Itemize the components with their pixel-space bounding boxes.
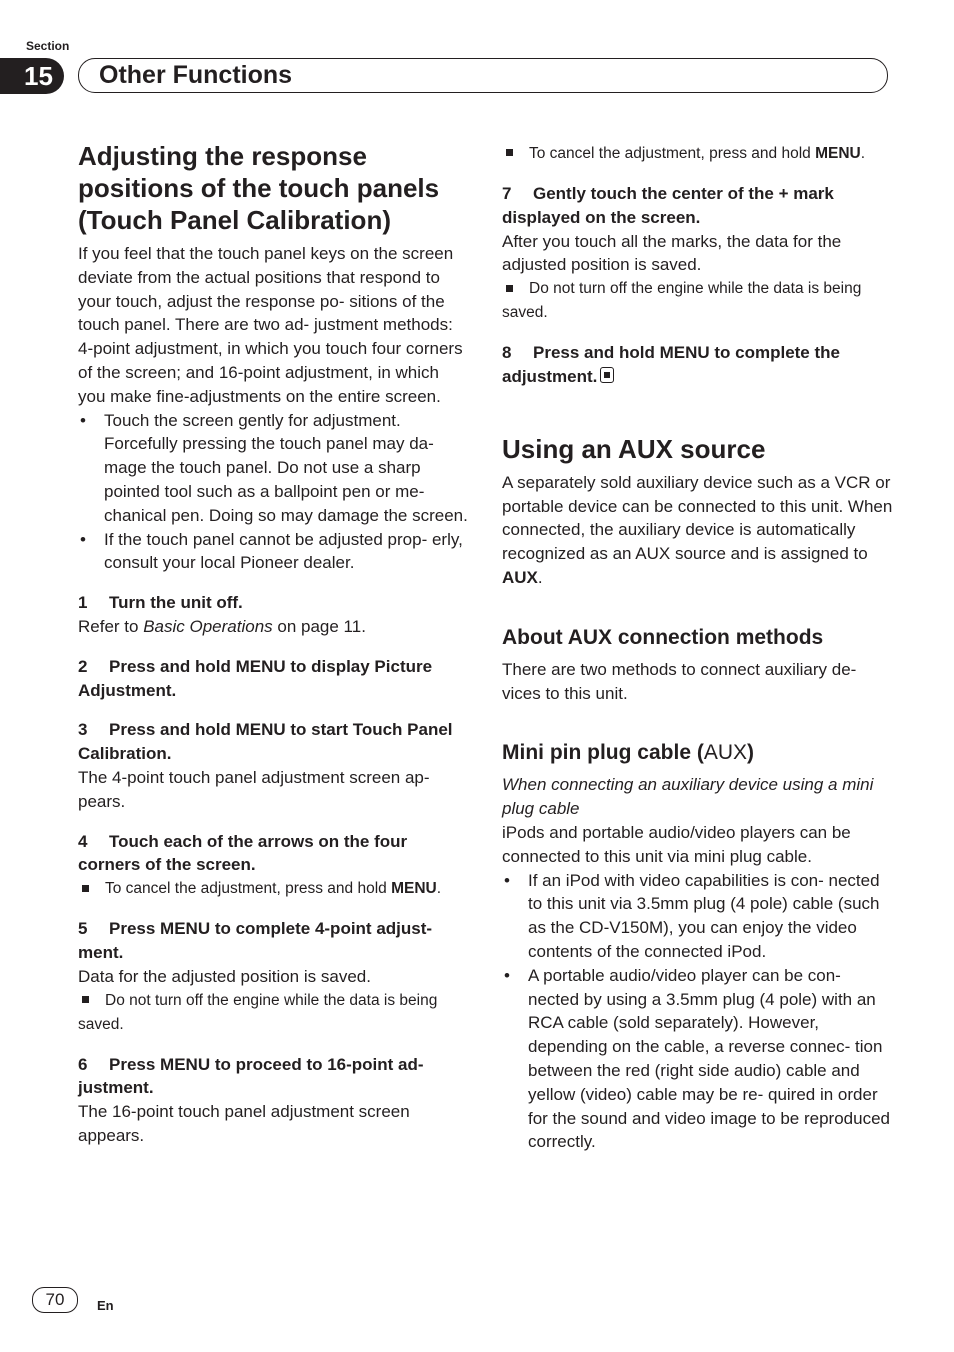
step-2-title: 2 Press and hold MENU to display Picture Adjustment.: [78, 656, 433, 700]
bullet-item: • If an iPod with video capabilities is con- nected to this unit via 3.5mm plug (4 pole) cable (such as the CD-V150M), you can enjoy the video contents of the connected iPod.: [502, 869, 894, 964]
mini-plug-bullets: [502, 869, 894, 1155]
mini-plug-heading: Mini pin plug cable (AUX): [502, 741, 755, 765]
note-square-icon: [506, 149, 513, 156]
language-label: En: [97, 1298, 114, 1313]
section-title: Other Functions: [99, 61, 293, 89]
left-column: [78, 140, 470, 1148]
note-square-icon: [82, 996, 89, 1003]
step-7-title: 7 Gently touch the center of the + mark displayed on the screen.: [502, 184, 834, 227]
page-number: 70: [32, 1287, 78, 1313]
section-label: Section: [26, 39, 70, 53]
calibration-intro: If you feel that the touch panel keys on the screen deviate from the actual positions that respond to your touch, adjust the response po- sitions of the touch panel. There are two ad- justment methods: 4-point adjustment, in which you touch four corners of the screen; and 16-point adjustment, in which you make fine-adjustments on the entire screen.: [78, 244, 463, 406]
step-6-body: The 16-point touch panel adjustment screen appears.: [78, 1102, 410, 1145]
step-6-note: To cancel the adjustment, press and hold MENU.: [502, 142, 894, 166]
step-3-body: The 4-point touch panel adjustment screen ap- pears.: [78, 767, 430, 811]
aux-body: A separately sold auxiliary device such as a VCR or portable device can be connected to this unit. When connected, the auxiliary device is automatically recognized as an AUX source and is assigned to AUX.: [502, 472, 893, 587]
bullet-item: • Touch the screen gently for adjustment. Forcefully pressing the touch panel may da- mage the touch panel. Do not use a sharp pointed tool such as a ballpoint pen or me- chanical pen. Doing so may damage the screen.: [78, 409, 470, 528]
mini-plug-italic: When connecting an auxiliary device using a mini plug cable: [502, 775, 874, 819]
methods-body: There are two methods to connect auxiliary de- vices to this unit.: [502, 659, 857, 703]
note-square-icon: [82, 885, 89, 892]
methods-heading: About AUX connection methods: [502, 625, 824, 649]
step-3-title: 3 Press and hold MENU to start Touch Panel Calibration.: [78, 720, 453, 764]
right-column: [502, 142, 894, 1154]
reference-link-text: Basic Operations: [143, 616, 273, 636]
step-1-title: 1 Turn the unit off.: [78, 593, 243, 613]
step-1-body: Refer to Basic Operations on page 11.: [78, 616, 366, 636]
step-7-body: After you touch all the marks, the data for the adjusted position is saved.: [502, 231, 842, 275]
mini-plug-body: iPods and portable audio/video players can be connected to this unit via mini plug cable.: [502, 822, 851, 866]
aux-heading: Using an AUX source: [502, 433, 766, 464]
step-4-title: 4 Touch each of the arrows on the four corners of the screen.: [78, 831, 408, 875]
bullet-item: • If the touch panel cannot be adjusted prop- erly, consult your local Pioneer dealer.: [78, 528, 470, 576]
calibration-heading: Adjusting the response positions of the touch panels (Touch Panel Calibration): [78, 141, 440, 235]
calibration-bullets: [78, 409, 470, 576]
step-8-title: 8 Press and hold MENU to complete the adjustment.: [502, 343, 840, 386]
step-5-title: 5 Press MENU to complete 4-point adjust- ment.: [78, 919, 433, 962]
step-7-note: Do not turn off the engine while the data is being saved.: [502, 280, 862, 322]
note-square-icon: [506, 285, 513, 292]
section-title-box: [78, 58, 888, 93]
step-5-note: Do not turn off the engine while the data is being saved.: [78, 991, 438, 1033]
section-number-badge: 15: [0, 58, 64, 94]
step-6-title: 6 Press MENU to proceed to 16-point ad- justment.: [78, 1054, 424, 1098]
step-5-body: Data for the adjusted position is saved.: [78, 966, 371, 986]
step-4-note: To cancel the adjustment, press and hold MENU.: [78, 877, 470, 901]
end-of-section-icon: [600, 367, 614, 383]
bullet-item: • A portable audio/video player can be con- nected by using a 3.5mm plug (4 pole) with an RCA cable (sold separately). However, depending on the cable, a reverse connec- tion between the red (right side audio) cable and yellow (video) cable may be re- quired in order for the sound and video image to be reproduced correctly.: [502, 964, 894, 1154]
